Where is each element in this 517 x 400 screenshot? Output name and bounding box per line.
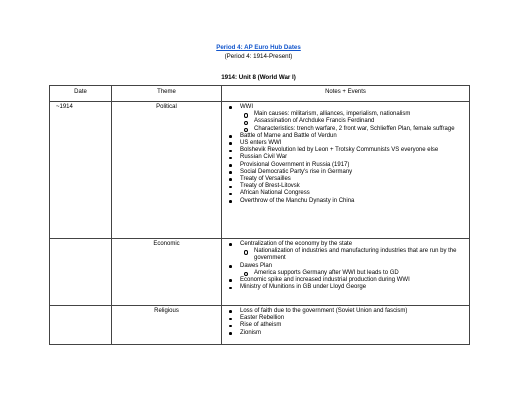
bullet-item: Bolshevik Revolution led by Leon + Trotsky Communists VS everyone else <box>226 147 465 154</box>
sub-bullet-item: America supports Germany after WWI but leads to GD <box>226 270 465 277</box>
bullet-item: Economic spike and increased industrial production during WWI <box>226 277 465 284</box>
bullet-item: Social Democratic Party's rise in Germany <box>226 169 465 176</box>
notes-cell <box>222 239 470 306</box>
bullet-item: Rise of atheism <box>226 322 465 329</box>
bullet-item: Russian Civil War <box>226 154 465 161</box>
sub-bullet-item: Nationalization of industries and manufacturing industries that are run by the government <box>226 248 465 262</box>
sub-bullet-item: Main causes: militarism, alliances, imperialism, nationalism <box>226 111 465 118</box>
bullet-item: Treaty of Brest-Litovsk <box>226 183 465 190</box>
table-row <box>50 239 470 306</box>
sub-bullet-item: Assassination of Archduke Francis Ferdinand <box>226 118 465 125</box>
notes-cell <box>222 306 470 345</box>
bullet-item: Loss of faith due to the government (Soviet Union and fascism) <box>226 308 465 315</box>
sub-bullet-item: Characteristics: trench warfare, 2 front war, Schlieffen Plan, female suffrage <box>226 126 465 133</box>
table-row <box>50 102 470 239</box>
bullet-item: Provisional Government in Russia (1917) <box>226 162 465 169</box>
table-header-row <box>50 86 470 102</box>
document-title[interactable]: Period 4: AP Euro Hub Dates <box>216 44 301 51</box>
bullet-item: Overthrow of the Manchu Dynasty in China <box>226 198 465 205</box>
notes-list <box>226 308 465 337</box>
bullet-item: WWI <box>226 104 465 111</box>
notes-column-header: Notes + Events <box>222 86 470 102</box>
bullet-item: Centralization of the economy by the state <box>226 241 465 248</box>
bullet-item: Dawes Plan <box>226 263 465 270</box>
notes-cell <box>222 102 470 239</box>
theme-column-header: Theme <box>112 86 222 102</box>
bullet-item: Zionism <box>226 330 465 337</box>
bullet-item: Easter Rebellion <box>226 315 465 322</box>
table-row <box>50 306 470 345</box>
date-cell: ~1914 <box>50 102 112 239</box>
bullet-item: African National Congress <box>226 190 465 197</box>
date-cell <box>50 306 112 345</box>
bullet-item: Battle of Marne and Battle of Verdun <box>226 133 465 140</box>
bullet-item: Treaty of Versailles <box>226 176 465 183</box>
notes-list <box>226 241 465 291</box>
theme-cell: Religious <box>112 306 222 345</box>
bullet-item: Ministry of Munitions in GB under Lloyd George <box>226 284 465 291</box>
document-subtitle: (Period 4: 1914-Present) <box>224 53 293 60</box>
bullet-item: US enters WWI <box>226 140 465 147</box>
theme-cell: Political <box>112 102 222 239</box>
theme-cell: Economic <box>112 239 222 306</box>
notes-table <box>49 85 470 345</box>
date-cell <box>50 239 112 306</box>
notes-list <box>226 104 465 205</box>
unit-heading: 1914: Unit 8 (World War I) <box>221 74 296 81</box>
date-column-header: Date <box>50 86 112 102</box>
